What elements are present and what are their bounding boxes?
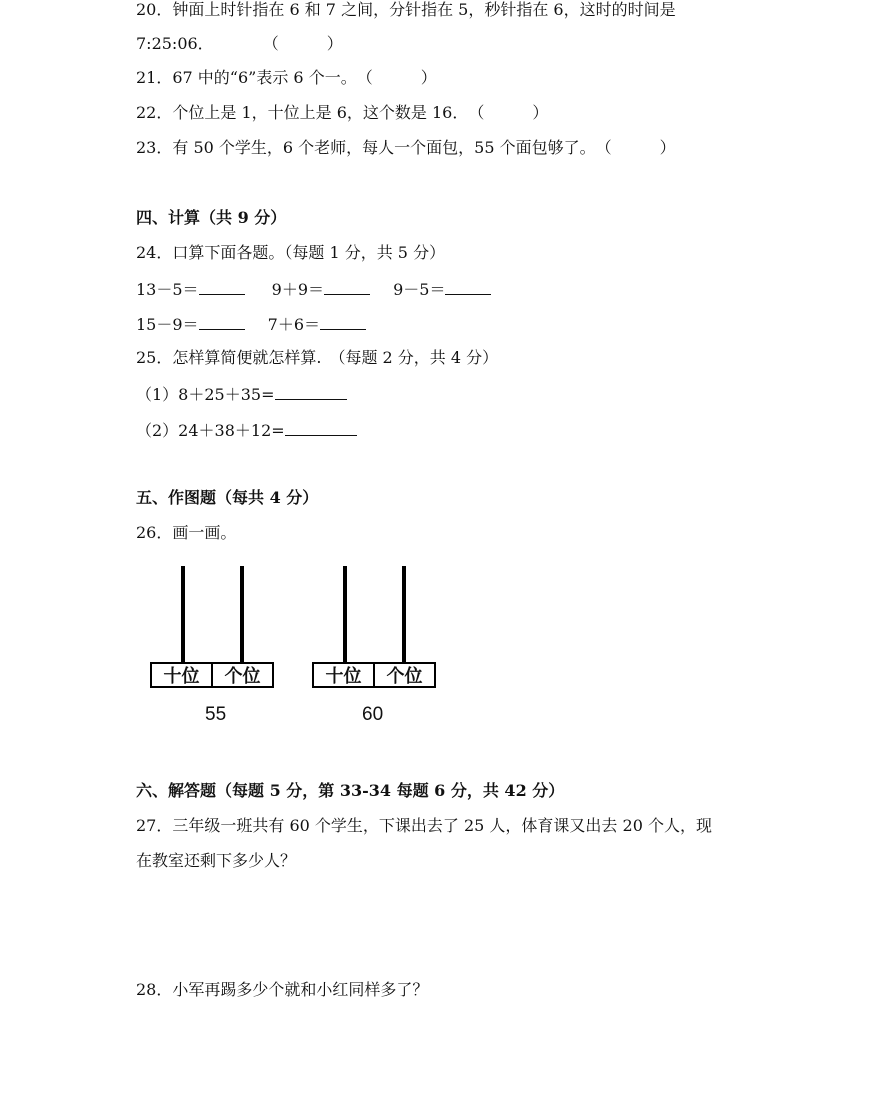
mental-math-row-1 <box>136 279 491 300</box>
ones-rod[interactable] <box>402 566 406 664</box>
question-20-time: 7:25:06． <box>136 34 214 53</box>
question-20-line1: 20．钟面上时针指在 6 和 7 之间，分针指在 5，秒针指在 6，这时的时间是 <box>136 0 676 19</box>
abacus-55 <box>150 562 280 732</box>
expression-2: （2）24＋38＋12= <box>136 421 285 440</box>
question-21 <box>136 68 437 88</box>
answer-blank[interactable] <box>445 279 491 295</box>
question-20-line2 <box>136 34 343 54</box>
mental-math-item: 13－5＝ <box>136 280 199 299</box>
abacus-number: 55 <box>205 704 227 725</box>
mental-math-item: 9＋9＝ <box>271 280 325 299</box>
section-6-heading: 六、解答题（每题 5 分，第 33-34 每题 6 分，共 42 分） <box>136 781 565 800</box>
abacus-number: 60 <box>362 704 384 725</box>
answer-blank[interactable] <box>199 314 245 330</box>
question-22-text: 22．个位上是 1，十位上是 6，这个数是 16． <box>136 103 469 122</box>
question-25-text: 25．怎样算简便就怎样算. （每题 2 分，共 4 分） <box>136 348 499 367</box>
answer-blank[interactable] <box>285 420 357 436</box>
mental-math-item: 15－9＝ <box>136 315 199 334</box>
section-5-heading: 五、作图题（每共 4 分） <box>136 488 319 507</box>
question-21-text: 21．67 中的“6”表示 6 个一。 <box>136 68 357 87</box>
mental-math-row-2 <box>136 314 366 335</box>
answer-paren-23[interactable]: （ ） <box>595 138 676 157</box>
question-25-part-2 <box>136 420 357 441</box>
ones-label: 个位 <box>373 664 434 686</box>
answer-blank[interactable] <box>199 279 245 295</box>
question-27-line2: 在教室还剩下多少人？ <box>136 851 297 870</box>
question-28-text: 28．小军再踢多少个就和小红同样多了？ <box>136 980 429 999</box>
question-23-text: 23．有 50 个学生，6 个老师，每人一个面包，55 个面包够了。 <box>136 138 596 157</box>
question-26-text: 26．画一画。 <box>136 523 237 542</box>
abacus-60 <box>312 562 442 732</box>
answer-paren-21[interactable]: （ ） <box>356 68 437 87</box>
tens-label: 十位 <box>163 666 200 687</box>
answer-blank[interactable] <box>275 384 347 400</box>
section-4-heading: 四、计算（共 9 分） <box>136 208 287 227</box>
mental-math-item: 9－5＝ <box>393 280 446 299</box>
tens-rod[interactable] <box>343 566 347 664</box>
answer-paren-22[interactable]: （ ） <box>468 103 549 122</box>
ones-rod[interactable] <box>240 566 244 664</box>
ones-label: 个位 <box>211 664 272 686</box>
question-23 <box>136 138 676 158</box>
place-value-box <box>150 662 274 688</box>
question-22 <box>136 103 548 123</box>
expression-1: （1）8＋25＋35= <box>136 385 275 404</box>
answer-blank[interactable] <box>320 314 366 330</box>
answer-paren-20[interactable]: （ ） <box>262 34 343 53</box>
place-value-box <box>312 662 436 688</box>
question-27-line1: 27．三年级一班共有 60 个学生，下课出去了 25 人，体育课又出去 20 个人，现 <box>136 816 712 835</box>
question-25-part-1 <box>136 384 347 405</box>
question-24-text: 24．口算下面各题。（每题 1 分，共 5 分） <box>136 243 446 262</box>
mental-math-item: 7＋6＝ <box>267 315 321 334</box>
answer-blank[interactable] <box>324 279 370 295</box>
tens-rod[interactable] <box>181 566 185 664</box>
tens-label: 十位 <box>325 666 362 687</box>
